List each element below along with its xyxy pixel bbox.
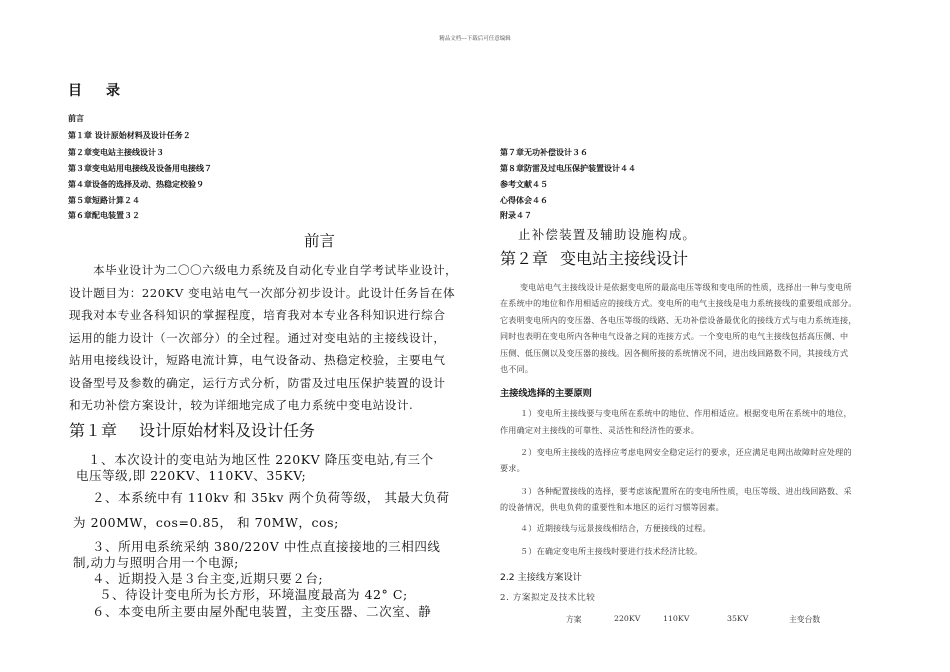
preface-line: 现我对本专业各科知识的掌握程度，培育我对本专业各科知识进行综合 (69, 308, 446, 322)
chapter1-number: 第１章 (69, 421, 118, 440)
toc-item-chapter4[interactable]: 第４章设备的选择及动、热稳定校验９ (68, 180, 204, 189)
toc-title: 目录 (68, 83, 144, 99)
table-header-cell: 110KV (663, 614, 690, 623)
chapter1-continuation: 止补偿装置及辅助设施构成。 (518, 227, 697, 242)
table-header-cell: 方案 (566, 615, 582, 624)
principle-item: ３）各种配置接线的选择，要考虑该配置所在的变电所性质，电压等级、进出线回路数、采 (520, 486, 852, 496)
toc-item-appendix[interactable]: 附录４７ (500, 211, 532, 220)
chapter2-intro-line: 也不同。 (500, 364, 534, 374)
preface-line: 站用电接线设计，短路电流计算，电气设备动、热稳定校验，主要电气 (69, 353, 446, 367)
chapter1-line: １、本次设计的变电站为地区性 220KV 降压变电站,有三个 (88, 452, 434, 467)
chapter1-line: ６、本变电所主要由屋外配电装置，主变压器、二次室、静 (92, 604, 432, 619)
toc-item-chapter6[interactable]: 第６章配电装置３２ (68, 211, 140, 220)
preface-line: 设备型号及参数的确定，运行方式分析，防雷及过电压保护装置的设计 (69, 376, 446, 390)
table-header-cell: 35KV (727, 614, 749, 623)
chapter2-intro-line: 压侧、低压侧以及变压器的接线。因各侧所接的系统情况不同，进出线回路数不同，其接线方式 (500, 348, 849, 358)
toc-item-references[interactable]: 参考文献４５ (500, 180, 548, 189)
chapter1-line: ５、待设计变电所为长方形，环境温度最高为 42° C; (99, 587, 408, 602)
principle-item: ４）近期接线与远景接线相结合，方便接线的过程。 (520, 523, 711, 533)
chapter2-intro-line: 它表明变电所内的变压器、各电压等级的线路、无功补偿设备最优化的接线方式与电力系统连接， (500, 315, 857, 325)
chapter2-title: 变电站主接线设计 (560, 249, 689, 268)
subsection-heading: 2. 方案拟定及技术比较 (500, 593, 596, 603)
toc-item-chapter2[interactable]: 第２章变电站主接线设计３ (68, 148, 164, 157)
table-header-cell: 主变台数 (789, 615, 821, 624)
chapter1-heading (69, 418, 315, 441)
principle-item: 的设备情况，供电负荷的重要性和本地区的运行习惯等因素。 (500, 502, 724, 512)
chapter1-line: 为 200MW，cos=0.85， 和 70MW，cos; (73, 515, 339, 530)
section-heading: 2.2 主接线方案设计 (500, 572, 582, 583)
principle-item: 要求。 (500, 463, 525, 473)
chapter1-line: ４、近期投入是３台主变,近期只要２台; (92, 571, 324, 586)
principle-item: 作用确定对主接线的可靠性、灵活性和经济性的要求。 (500, 425, 700, 435)
toc-item-chapter8[interactable]: 第８章防雷及过电压保护装置设计４４ (500, 164, 636, 173)
principle-item: １）变电所主接线要与变电所在系统中的地位、作用相适应。根据变电所在系统中的地位， (520, 408, 852, 418)
preface-line: 和无功补偿方案设计，较为详细地完成了电力系统中变电站设计. (69, 398, 414, 412)
chapter1-line: 制,动力与照明合用一个电源; (73, 555, 239, 570)
toc-item-chapter5[interactable]: 第５章短路计算２４ (68, 196, 140, 205)
toc-item-chapter3[interactable]: 第３章变电站用电接线及设备用电接线７ (68, 164, 212, 173)
chapter2-heading (500, 246, 688, 269)
preface-line: 设计题目为：220KV 变电站电气一次部分初步设计。此设计任务旨在体 (69, 286, 456, 300)
principles-heading: 主接线选择的主要原则 (500, 388, 592, 399)
chapter2-number: 第２章 (500, 249, 549, 268)
toc-item-preface[interactable]: 前言 (68, 114, 84, 123)
table-header-cell: 220KV (614, 614, 641, 623)
preface-line: 本毕业设计为二〇〇六级电力系统及自动化专业自学考试毕业设计， (93, 263, 458, 277)
toc-item-reflections[interactable]: 心得体会４６ (500, 196, 548, 205)
preface-heading: 前言 (304, 232, 336, 250)
toc-item-chapter7[interactable]: 第７章无功补偿设计３６ (500, 148, 588, 157)
chapter1-line: ２、本系统中有 110kv 和 35kv 两个负荷等级， 其最大负荷 (92, 490, 450, 505)
chapter2-intro-line: 变电站电气主接线设计是依据变电所的最高电压等级和变电所的性质，选择出一种与变电所 (520, 282, 852, 292)
chapter1-line: 电压等级,即 220KV、110KV、35KV; (76, 468, 307, 483)
principle-item: ５）在确定变电所主接线时要进行技术经济比较。 (520, 546, 703, 556)
chapter2-intro-line: 在系统中的地位和作用相适应的接线方式。变电所的电气主接线是电力系统接线的重要组成部分。 (500, 298, 857, 308)
chapter2-intro-line: 同时也表明在变电所内各种电气设备之间的连接方式。一个变电所的电气主接线包括高压侧、中 (500, 331, 849, 341)
header-note: 精品文档---下载后可任意编辑 (439, 36, 511, 42)
chapter1-title: 设计原始材料及设计任务 (139, 421, 316, 440)
toc-item-chapter1[interactable]: 第１章 设计原始材料及设计任务２ (68, 131, 191, 140)
preface-line: 运用的能力设计（一次部分）的全过程。通过对变电站的主接线设计， (69, 331, 446, 345)
chapter1-line: ３、所用电系统采纳 380/220V 中性点直接接地的三相四线 (92, 539, 441, 554)
principle-item: ２）变电所主接线的选择应考虑电网安全稳定运行的要求，还应满足电网出故障时应处理的 (520, 447, 852, 457)
